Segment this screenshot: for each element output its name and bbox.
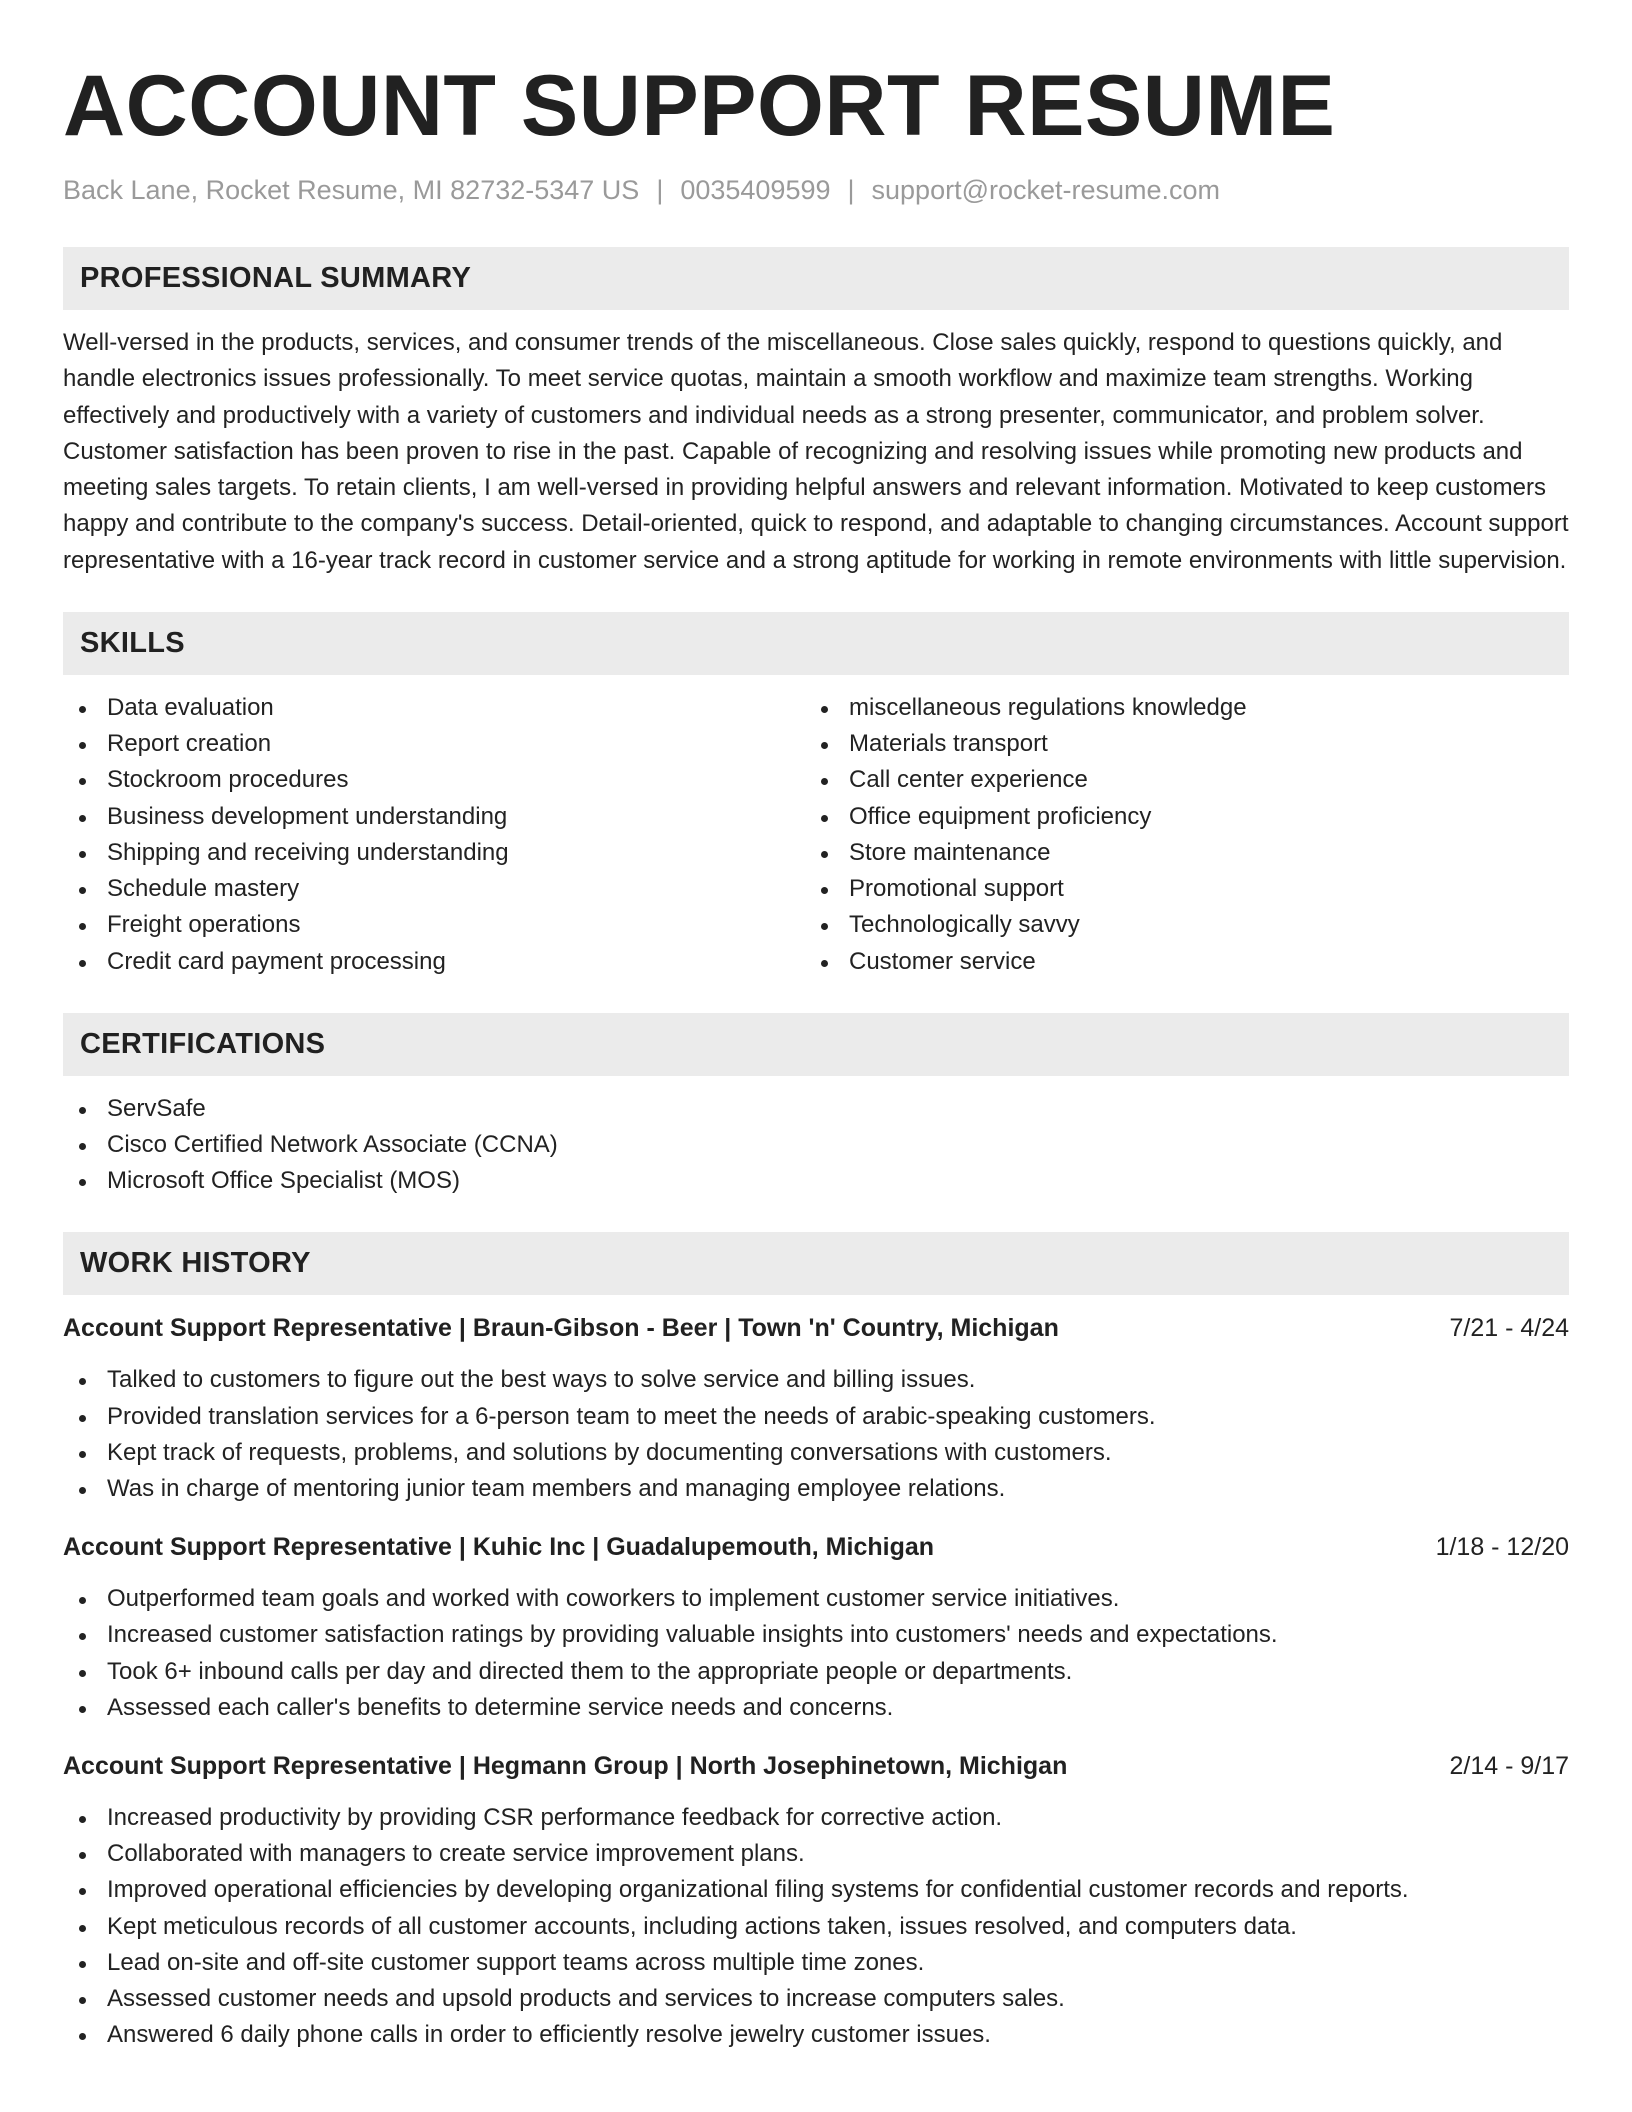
job-bullet: Kept track of requests, problems, and solutions by documenting conversations with customers. [63,1435,1569,1471]
job-bullet: Answered 6 daily phone calls in order to efficiently resolve jewelry customer issues. [63,2017,1569,2053]
job-title: Account Support Representative | Hegmann Group | North Josephinetown, Michigan [63,1751,1068,1780]
job-bullet: Kept meticulous records of all customer accounts, including actions taken, issues resolved, and computers data. [63,1909,1569,1945]
job-entry [63,1310,1569,1507]
skill-item: Promotional support [805,871,1547,907]
contact-phone: 0035409599 [680,175,831,205]
work-history-section-header [63,1232,1569,1295]
skills-list [63,690,1569,980]
job-title: Account Support Representative | Kuhic Inc | Guadalupemouth, Michigan [63,1533,935,1562]
contact-line [63,172,1569,208]
job-bullet: Took 6+ inbound calls per day and directed them to the appropriate people or departments. [63,1654,1569,1690]
skill-item: Store maintenance [805,835,1547,871]
job-bullet: Lead on-site and off-site customer support teams across multiple time zones. [63,1945,1569,1981]
skill-item: Business development understanding [63,799,805,835]
skill-item: Report creation [63,726,805,762]
job-bullet: Assessed each caller's benefits to determine service needs and concerns. [63,1690,1569,1726]
certification-item: Cisco Certified Network Associate (CCNA) [63,1127,1569,1163]
skill-item: Customer service [805,944,1547,980]
skill-item: Office equipment proficiency [805,799,1547,835]
contact-address: Back Lane, Rocket Resume, MI 82732-5347 US [63,175,640,205]
job-bullet: Increased customer satisfaction ratings by providing valuable insights into customers' needs and expectations. [63,1617,1569,1653]
contact-separator: | [847,175,855,205]
job-entry [63,1748,1569,2053]
job-bullet: Talked to customers to figure out the best ways to solve service and billing issues. [63,1362,1569,1398]
certifications-heading: CERTIFICATIONS [80,1027,326,1060]
job-dates: 1/18 - 12/20 [1435,1533,1569,1562]
certifications-section-header [63,1013,1569,1076]
job-header [63,1748,1569,1784]
job-bullet: Increased productivity by providing CSR performance feedback for corrective action. [63,1800,1569,1836]
skill-item: Materials transport [805,726,1547,762]
skill-item: miscellaneous regulations knowledge [805,690,1547,726]
skill-item: Stockroom procedures [63,762,805,798]
skill-item: Shipping and receiving understanding [63,835,805,871]
job-bullet: Provided translation services for a 6-person team to meet the needs of arabic-speaking customers. [63,1399,1569,1435]
summary-text: Well-versed in the products, services, and consumer trends of the miscellaneous. Close sales quickly, respond to questions quickly, and handle electronics issues professionally. To meet service quotas, maintain a smooth workflow and maximize team strengths. Working effectively and productively with a variety of customers and individual needs as a strong presenter, communicator, and problem solver. Customer satisfaction has been proven to rise in the past. Capable of recognizing and resolving issues while promoting new products and meeting sales targets. To retain clients, I am well-versed in providing helpful answers and relevant information. Motivated to keep customers happy and contribute to the company's success. Detail-oriented, quick to respond, and adaptable to changing circumstances. Account support representative with a 16-year track record in customer service and a strong aptitude for working in remote environments with little supervision. [63,329,1569,574]
job-bullet: Collaborated with managers to create service improvement plans. [63,1836,1569,1872]
job-bullets [63,1581,1569,1726]
skill-item: Call center experience [805,762,1547,798]
certifications-list [63,1091,1569,1200]
resume-title: ACCOUNT SUPPORT RESUME [63,58,1336,154]
skills-heading: SKILLS [80,627,185,660]
work-history-heading: WORK HISTORY [80,1247,311,1280]
summary-section-header [63,247,1569,310]
skills-column-right [805,690,1547,980]
certification-item: Microsoft Office Specialist (MOS) [63,1163,1569,1199]
job-title: Account Support Representative | Braun-Gibson - Beer | Town 'n' Country, Michigan [63,1314,1059,1343]
skill-item: Technologically savvy [805,907,1547,943]
job-entry [63,1529,1569,1726]
job-header [63,1529,1569,1565]
job-bullet: Outperformed team goals and worked with coworkers to implement customer service initiatives. [63,1581,1569,1617]
skill-item: Schedule mastery [63,871,805,907]
job-dates: 2/14 - 9/17 [1449,1751,1569,1780]
job-bullets [63,1800,1569,2053]
certification-item: ServSafe [63,1091,1569,1127]
contact-separator: | [656,175,664,205]
job-header [63,1310,1569,1346]
skill-item: Credit card payment processing [63,944,805,980]
skill-item: Data evaluation [63,690,805,726]
skill-item: Freight operations [63,907,805,943]
job-bullet: Assessed customer needs and upsold products and services to increase computers sales. [63,1981,1569,2017]
job-bullet: Improved operational efficiencies by developing organizational filing systems for confidential customer records and reports. [63,1872,1569,1908]
summary-heading: PROFESSIONAL SUMMARY [80,262,472,294]
contact-email: support@rocket-resume.com [871,175,1221,205]
skills-column-left [63,690,805,980]
job-bullet: Was in charge of mentoring junior team members and managing employee relations. [63,1471,1569,1507]
job-dates: 7/21 - 4/24 [1449,1314,1569,1343]
skills-section-header [63,612,1569,675]
job-bullets [63,1362,1569,1507]
